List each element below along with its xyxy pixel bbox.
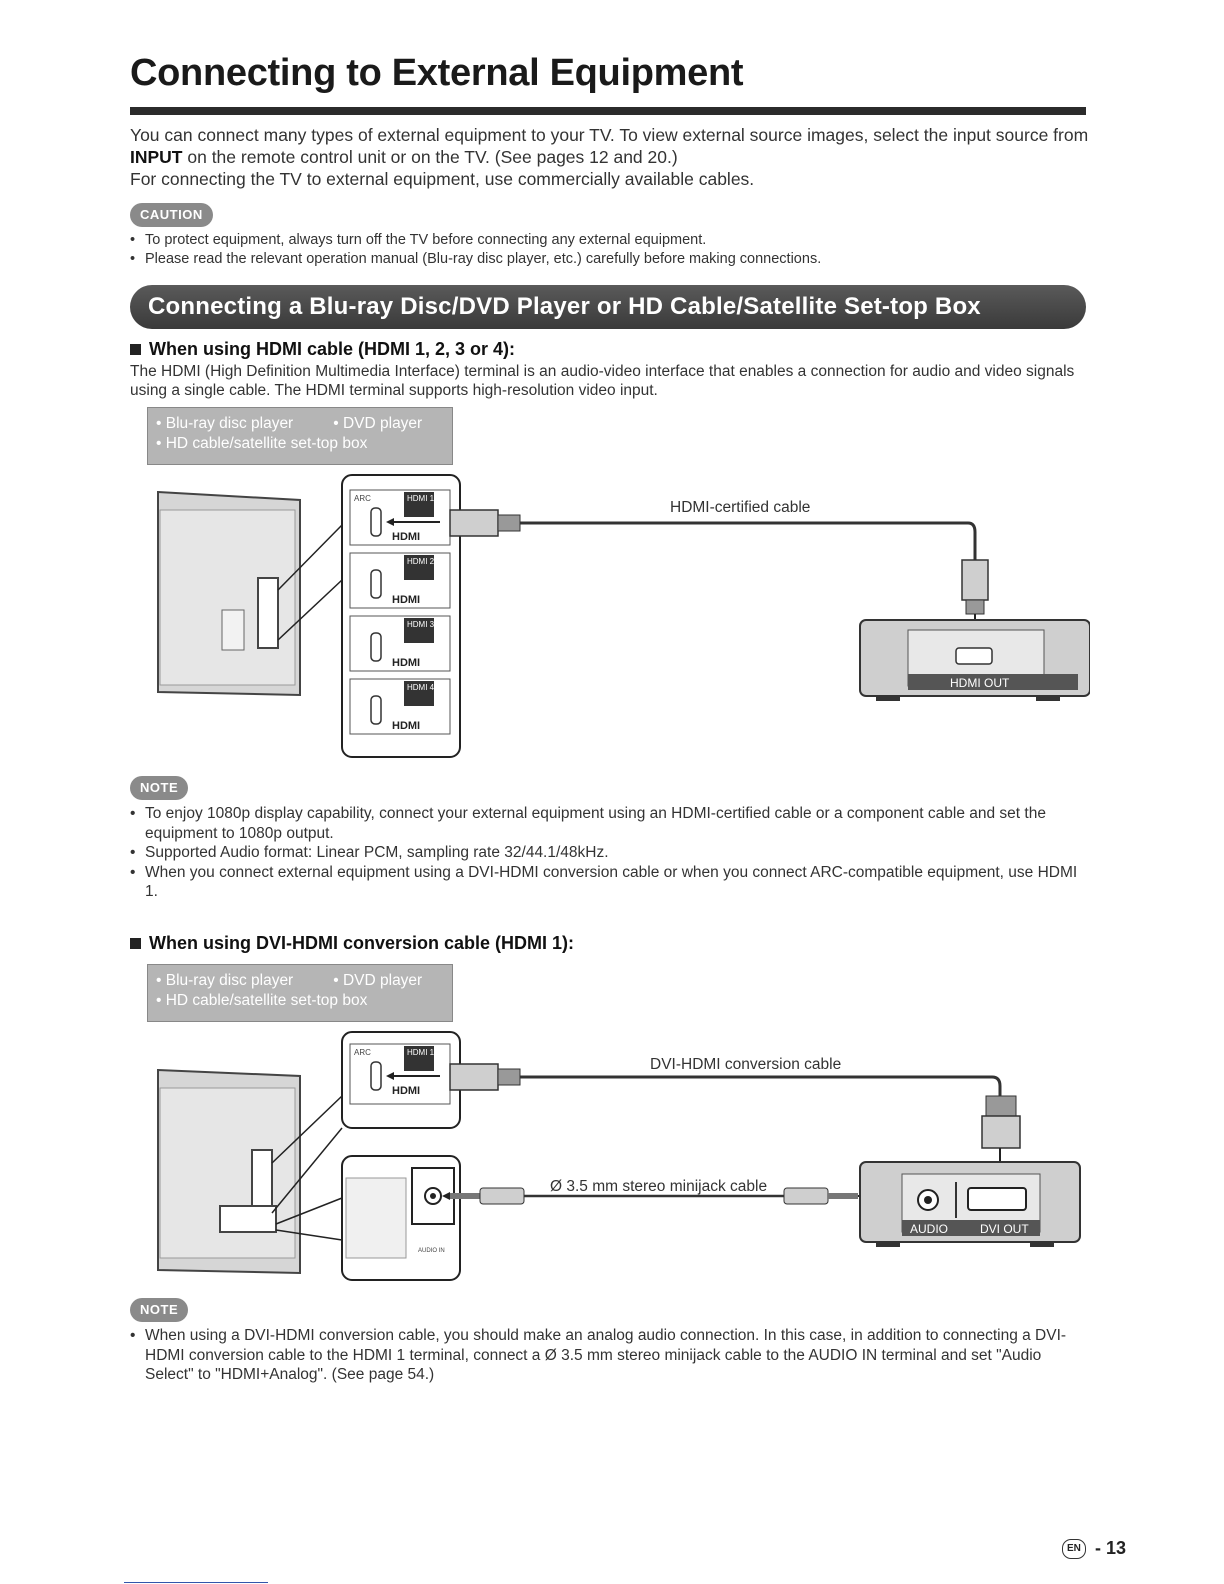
hdmi-cable-label: HDMI-certified cable [670,499,811,516]
caution-label: CAUTION [130,203,213,227]
caution-list [130,231,1090,269]
section2-device-box [147,964,453,1022]
section2-heading [130,933,574,954]
section2-notes [130,1326,1090,1385]
arc-label: ARC [354,1048,371,1057]
arc-label: ARC [354,494,371,503]
device-dvd: • DVD player [333,415,423,432]
hdmi-cable [386,510,988,636]
note-label: NOTE [130,1298,188,1322]
page-number: EN - 13 [1062,1538,1126,1559]
intro-text [130,124,1090,190]
dvi-cable-label: DVI-HDMI conversion cable [650,1056,842,1073]
device-dvi-label: DVI OUT [980,1222,1029,1236]
device-settop: • HD cable/satellite set-top box [156,435,368,452]
hdmi1-port-panel [342,1032,460,1128]
audio-in-panel [342,1156,460,1280]
hdmi-port-label: HDMI 2 [407,557,435,566]
hdmi-logo: HDMI [392,657,421,669]
minijack-cable-label: Ø 3.5 mm stereo minijack cable [550,1178,768,1195]
device-bluray: • Blu-ray disc player [156,972,294,989]
hdmi-port-label: HDMI 3 [407,620,435,629]
bottom-rule [124,1582,268,1583]
intro-part-1: You can connect many types of external equipment to your TV. To view external source images, select the input source from [130,125,1089,145]
device-bluray: • Blu-ray disc player [156,415,294,432]
dvi-connection-diagram [150,1028,1090,1283]
hdmi-connection-diagram [150,470,1090,760]
tv-back-illustration [158,1070,342,1273]
hdmi-port-label: HDMI 4 [407,683,435,692]
source-device [860,1162,1080,1247]
hdmi-logo: HDMI [392,1085,421,1097]
hdmi-port-panel [342,475,460,757]
page-title: Connecting to External Equipment [130,52,744,94]
hdmi-out-label: HDMI OUT [950,676,1010,690]
hdmi-logo: HDMI [392,594,421,606]
section-banner: Connecting a Blu-ray Disc/DVD Player or HD Cable/Satellite Set-top Box [130,285,1086,329]
page-number-value: 13 [1105,1538,1126,1558]
section1-heading [130,339,515,360]
section1-description: The HDMI (High Definition Multimedia Interface) terminal is an audio-video interface that enables a connection for audio and video signals using a single cable. The HDMI terminal supports high-resolution video input. [130,363,1075,399]
device-audio-label: AUDIO [910,1222,949,1236]
note-item: • When using a DVI-HDMI conversion cable, you should make an analog audio connection. In this case, in addition to connecting a DVI-HDMI conversion cable to the HDMI 1 terminal, connect a Ø 3.5 mm stereo minijack cable to the AUDIO IN terminal and set "Audio Select" to "HDMI+Analog". (See page 54.) [130,1326,1090,1385]
caution-item: • To protect equipment, always turn off the TV before connecting any external equipment. [130,231,1090,250]
device-dvd: • DVD player [333,972,423,989]
note-item: • When you connect external equipment using a DVI-HDMI conversion cable or when you connect ARC-compatible equipment, use HDMI 1. [130,863,1090,902]
source-device [860,620,1090,701]
tv-back-illustration [158,492,342,695]
section1-heading-text: When using HDMI cable (HDMI 1, 2, 3 or 4): [149,339,516,359]
square-bullet-icon [130,938,141,949]
hdmi-logo: HDMI [392,720,421,732]
hdmi-port-label: HDMI 1 [407,1048,435,1057]
hdmi-port-label: HDMI 1 [407,494,435,503]
section1-device-box [147,407,453,465]
language-badge: EN [1062,1539,1086,1559]
section2-heading-text: When using DVI-HDMI conversion cable (HDMI 1): [149,933,575,953]
intro-part-3: on the remote control unit or on the TV. (See pages 12 and 20.) [182,147,678,167]
note-item: • Supported Audio format: Linear PCM, sampling rate 32/44.1/48kHz. [130,843,1090,863]
audio-in-label: AUDIO IN [418,1248,445,1254]
caution-item: • Please read the relevant operation manual (Blu-ray disc player, etc.) carefully before making connections. [130,250,1090,269]
square-bullet-icon [130,344,141,355]
intro-part-4: For connecting the TV to external equipment, use commercially available cables. [130,169,755,189]
intro-input-keyword: INPUT [130,147,183,167]
title-rule [130,107,1086,115]
note-label: NOTE [130,776,188,800]
section1-notes [130,804,1090,902]
hdmi-logo: HDMI [392,531,421,543]
device-settop: • HD cable/satellite set-top box [156,992,368,1009]
note-item: • To enjoy 1080p display capability, connect your external equipment using an HDMI-certified cable or a component cable and set the equipment to 1080p output. [130,804,1090,843]
